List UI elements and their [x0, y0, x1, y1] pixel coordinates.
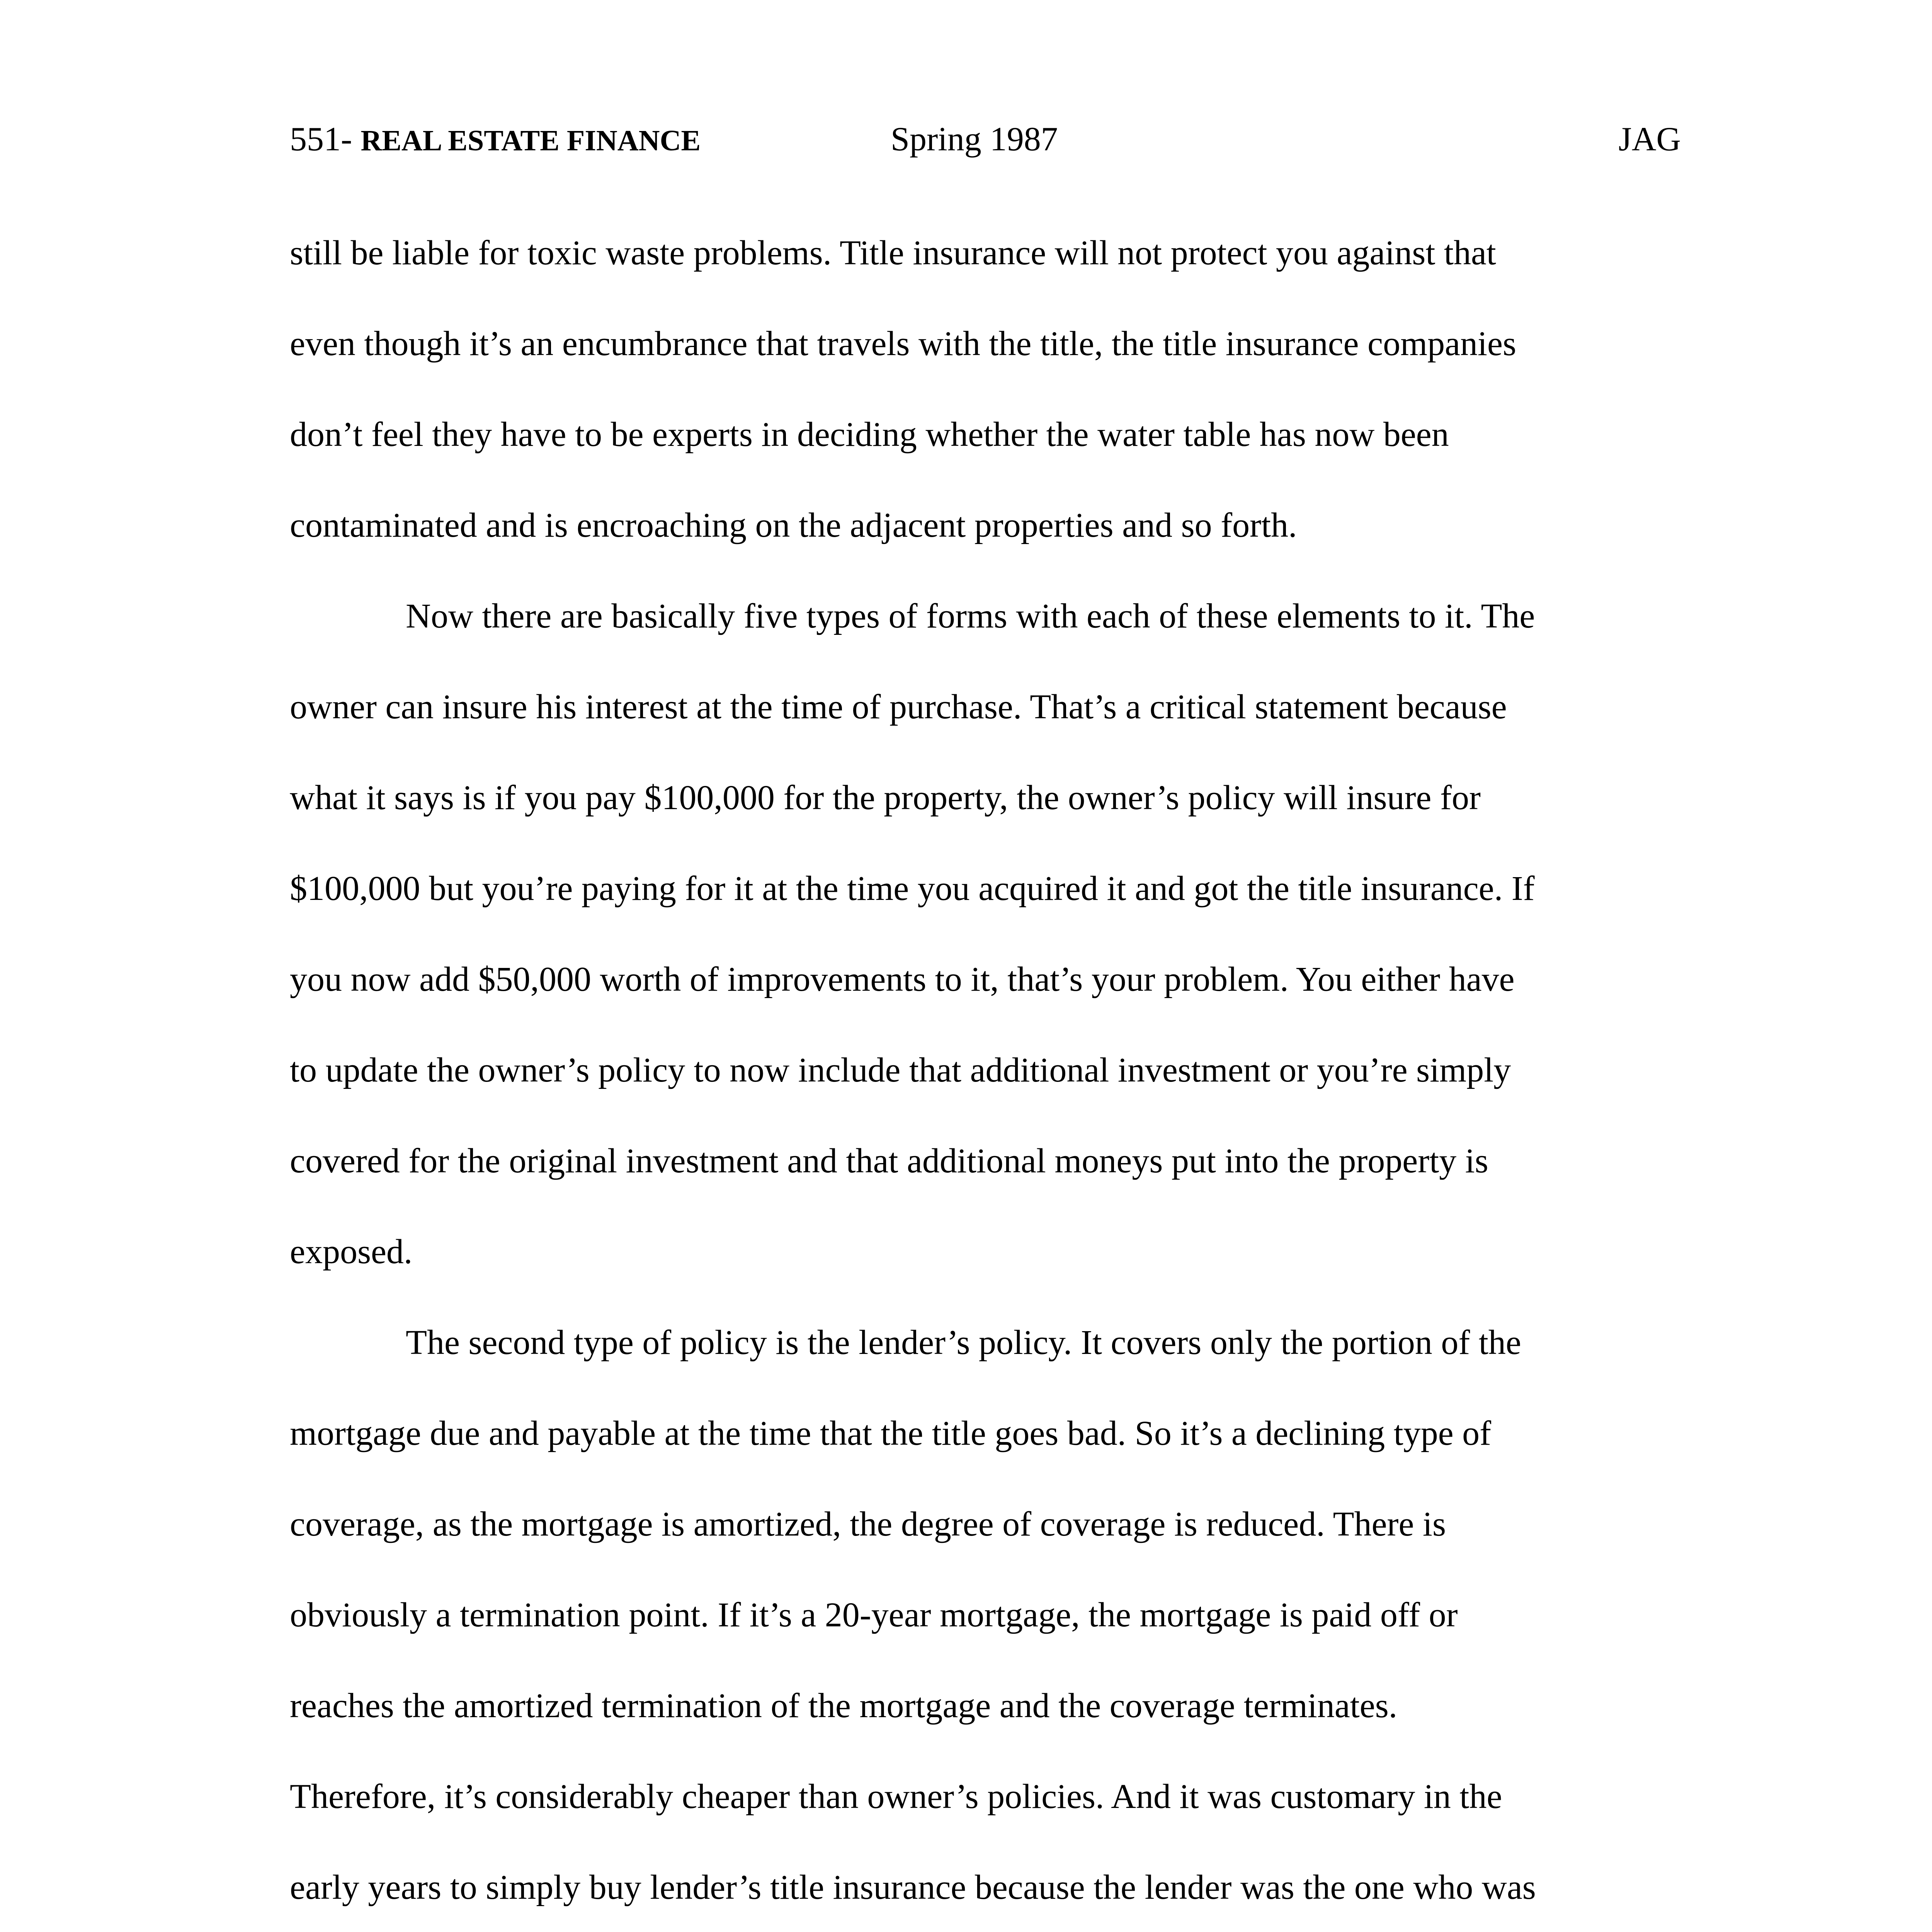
- text-line: to update the owner’s policy to now include that additional investment or you’re simply: [290, 1051, 1511, 1089]
- text-line: covered for the original investment and that additional moneys put into the property is: [290, 1142, 1488, 1180]
- text-line: obviously a termination point. If it’s a 20-year mortgage, the mortgage is paid off or: [290, 1596, 1458, 1634]
- text-line: reaches the amortized termination of the mortgage and the coverage terminates.: [290, 1687, 1398, 1725]
- paragraph-start-line: Now there are basically five types of forms with each of these elements to it. The: [406, 597, 1535, 635]
- transcript-body: [290, 232, 1681, 1932]
- page-header: [290, 112, 1681, 166]
- text-line: don’t feel they have to be experts in deciding whether the water table has now been: [290, 415, 1449, 454]
- text-line: owner can insure his interest at the time of purchase. That’s a critical statement because: [290, 688, 1507, 726]
- text-line: $100,000 but you’re paying for it at the time you acquired it and got the title insurance. If: [290, 869, 1535, 908]
- course-title: REAL ESTATE FINANCE: [361, 124, 701, 157]
- text-line: early years to simply buy lender’s title insurance because the lender was the one who was: [290, 1868, 1536, 1906]
- paragraph-start-line: The second type of policy is the lender’s policy. It covers only the portion of the: [406, 1323, 1521, 1362]
- text-line: even though it’s an encumbrance that travels with the title, the title insurance companies: [290, 325, 1516, 363]
- text-line: Therefore, it’s considerably cheaper than owner’s policies. And it was customary in the: [290, 1777, 1502, 1816]
- text-line: coverage, as the mortgage is amortized, the degree of coverage is reduced. There is: [290, 1505, 1446, 1543]
- text-line: you now add $50,000 worth of improvements to it, that’s your problem. You either have: [290, 960, 1515, 998]
- text-line: exposed.: [290, 1233, 413, 1271]
- text-line: contaminated and is encroaching on the adjacent properties and so forth.: [290, 506, 1297, 544]
- author-initials: JAG: [1618, 121, 1681, 158]
- course-label: [290, 120, 701, 159]
- course-number: 551-: [290, 121, 352, 158]
- text-line: still be liable for toxic waste problems. Title insurance will not protect you against that: [290, 234, 1496, 272]
- text-line: what it says is if you pay $100,000 for the property, the owner’s policy will insure for: [290, 779, 1481, 817]
- text-line: mortgage due and payable at the time that the title goes bad. So it’s a declining type of: [290, 1414, 1492, 1452]
- term-label: Spring 1987: [891, 121, 1058, 158]
